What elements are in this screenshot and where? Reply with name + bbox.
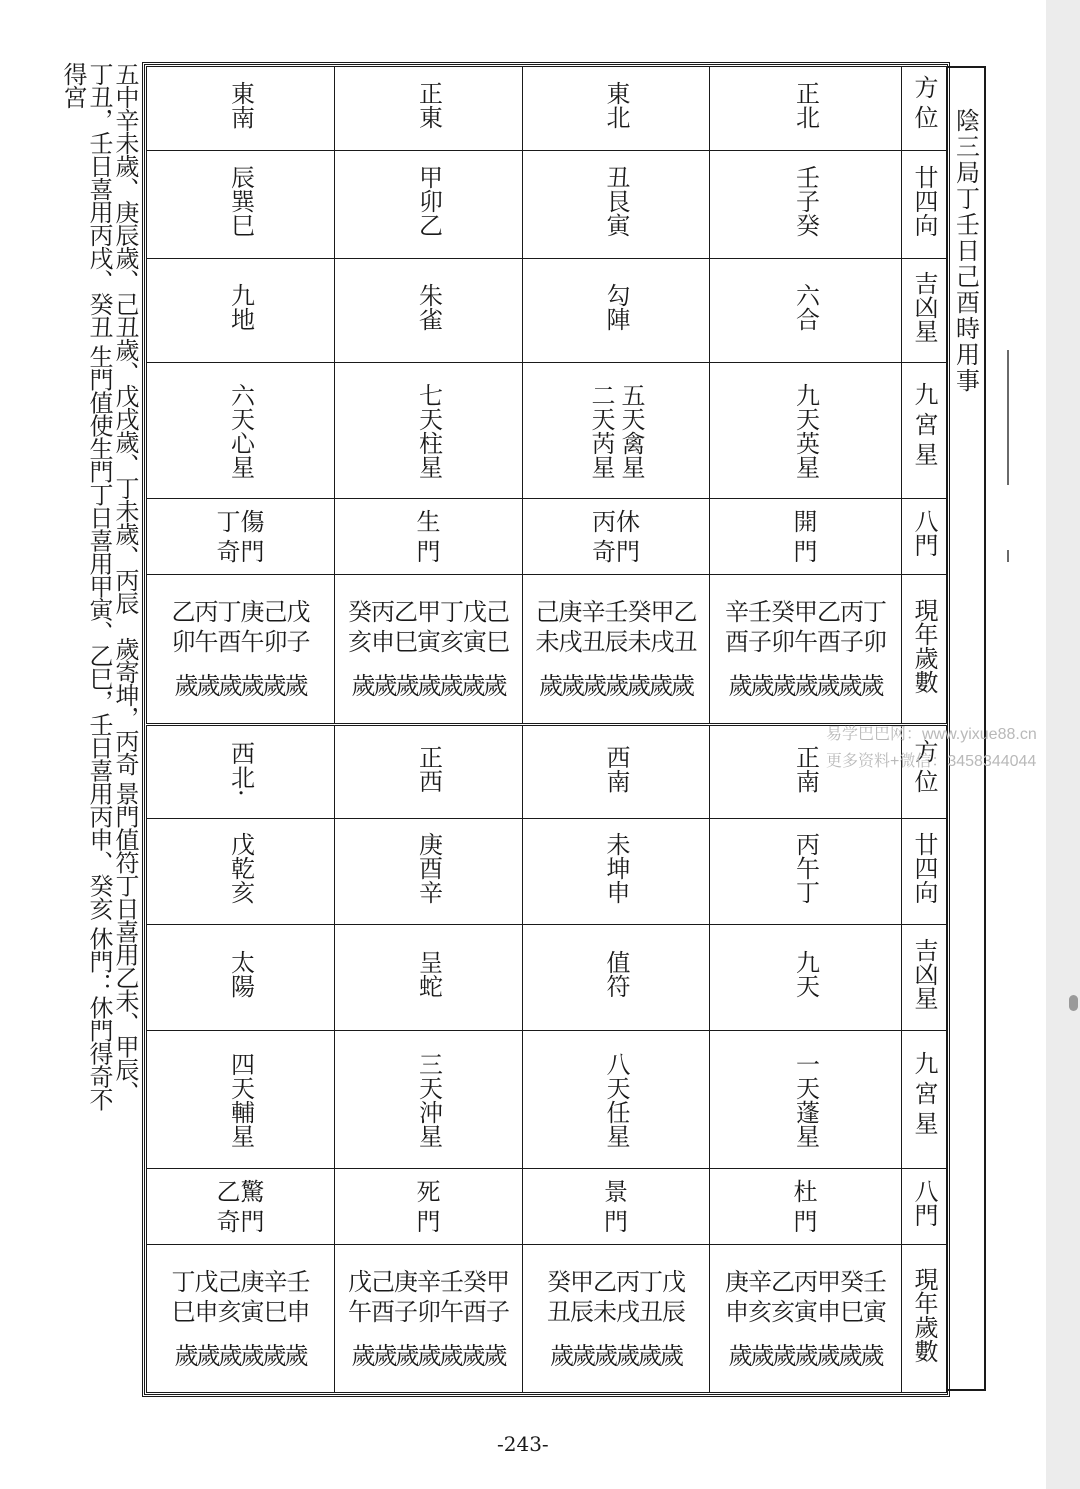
palace-star-label: 六天心星 [226, 382, 255, 479]
side-notes: 五中辛未歲、庚辰歲、己丑歲、戊戌歲、丁未歲、丙辰 歲寄坤，丙奇 景門值符丁日喜用乙未、甲辰、丁丑，壬日喜用丙戌、癸丑 生門值使生門丁日喜用甲寅、乙巳，壬日喜用丙申、癸亥 休門：休門得奇不得宮 [59, 62, 139, 1111]
door-line: 門 [604, 1207, 628, 1236]
mountains-label: 辰巽巳 [226, 165, 255, 237]
lower-palace-cell [147, 1031, 335, 1169]
upper-years-cell [147, 575, 335, 725]
star-label: 朱雀 [414, 283, 443, 331]
upper-direction-cell [335, 67, 523, 151]
year-stems-line: 未戌丑辰未戌丑 [535, 628, 697, 656]
upper-direction-cell [523, 67, 710, 151]
upper-palace-cell [710, 363, 902, 499]
row-header-label: 八門 [910, 509, 938, 557]
door-line: 奇門 [216, 1207, 265, 1236]
direction-label: 西南 [602, 744, 630, 793]
lower-door-cell [523, 1169, 710, 1245]
mountains-label: 壬子癸 [791, 165, 820, 237]
row-header-cell [902, 1169, 947, 1245]
row-header-label: 九宮星 [910, 1051, 938, 1141]
lower-years-cell [335, 1245, 523, 1393]
row-header-cell [902, 1031, 947, 1169]
year-stems-line: 丑辰未戌丑辰 [547, 1297, 685, 1326]
mountains-label: 甲卯乙 [414, 165, 443, 237]
lower-mountains-cell [147, 819, 335, 925]
lower-star-cell [710, 925, 902, 1031]
upper-palace-cell [523, 363, 710, 499]
year-stems-line: 午酉子卯午酉子 [348, 1297, 509, 1326]
star-label: 值符 [602, 950, 630, 998]
lower-palace-cell [710, 1031, 902, 1169]
mountains-label: 丙午丁 [791, 832, 820, 904]
palace-star-label: 四天輔星 [226, 1051, 255, 1148]
mountains-label: 未坤申 [602, 832, 630, 904]
door-line: 景 [604, 1177, 628, 1206]
lower-palace-cell [523, 1031, 710, 1169]
row-header-cell [902, 1245, 947, 1393]
upper-door-cell [710, 499, 902, 575]
direction-label: 正西 [414, 744, 443, 793]
lower-years-row [147, 1245, 947, 1393]
year-stems-line: 己庚辛壬癸甲乙 [535, 598, 697, 626]
upper-star-cell [523, 259, 710, 363]
star-label: 太陽 [226, 950, 255, 998]
palace-star-label: 二天芮星 [587, 382, 615, 479]
year-suffix-line: 歲歲歲歲歲歲歲 [539, 672, 693, 700]
lower-years-cell [147, 1245, 335, 1393]
watermark-line: 易学巴巴网：www.yixue88.cn [826, 726, 1037, 743]
row-header-cell [902, 259, 947, 363]
lower-palace-cell [335, 1031, 523, 1169]
year-stems-line: 癸甲乙丙丁戊 [547, 1267, 685, 1296]
direction-label: 正東 [414, 81, 443, 129]
year-stems-line: 乙丙丁庚己戊 [171, 598, 310, 626]
row-header-label: 現年歲數 [910, 1267, 938, 1363]
door-line: 門 [793, 537, 818, 566]
mountains-label: 丑艮寅 [602, 165, 630, 237]
door-line: 杜 [793, 1177, 818, 1206]
lower-mountains-row [147, 819, 947, 925]
row-header-cell [902, 67, 947, 151]
row-header-cell [902, 151, 947, 259]
upper-direction-cell [147, 67, 335, 151]
year-stems-line: 辛壬癸甲乙丙丁 [725, 598, 886, 626]
upper-direction-cell [710, 67, 902, 151]
year-stems-line: 卯午酉午卯子 [171, 628, 310, 656]
upper-palace-cell [335, 363, 523, 499]
year-stems-line: 庚辛乙丙甲癸壬 [725, 1267, 886, 1296]
row-header-label: 吉凶星 [910, 271, 938, 343]
upper-direction-row [147, 67, 947, 151]
upper-years-cell [710, 575, 902, 725]
row-header-cell [902, 819, 947, 925]
row-header-cell [902, 575, 947, 725]
palace-star-label: 七天柱星 [414, 382, 443, 479]
upper-door-row [147, 499, 947, 575]
upper-mountains-cell [523, 151, 710, 259]
lower-mountains-cell [335, 819, 523, 925]
upper-star-cell [710, 259, 902, 363]
upper-mountains-cell [147, 151, 335, 259]
year-suffix-line: 歲歲歲歲歲歲歲 [351, 1341, 506, 1370]
watermark-line: 更多资料+微信：3458344044 [826, 753, 1037, 770]
star-label: 勾陣 [602, 283, 630, 331]
margin-mark [1007, 550, 1009, 562]
scrollbar[interactable] [1046, 0, 1080, 1489]
margin-mark [1007, 350, 1009, 485]
lower-palace-row [147, 1031, 947, 1169]
upper-door-cell [335, 499, 523, 575]
lower-door-cell [335, 1169, 523, 1245]
direction-label: 東北 [602, 81, 630, 129]
year-suffix-line: 歲歲歲歲歲歲 [174, 672, 307, 700]
lower-star-cell [523, 925, 710, 1031]
upper-palace-cell [147, 363, 335, 499]
direction-label: 西北· [226, 740, 255, 797]
year-stems-line: 亥申巳寅亥寅巳 [348, 628, 509, 656]
upper-door-cell [523, 499, 710, 575]
upper-years-cell [335, 575, 523, 725]
lower-years-cell [710, 1245, 902, 1393]
lower-direction-cell [147, 725, 335, 819]
page-number: -243- [497, 1432, 549, 1456]
lower-direction-cell [335, 725, 523, 819]
mountains-label: 戊乾亥 [226, 832, 255, 904]
row-header-cell [902, 363, 947, 499]
row-header-label: 方位 [910, 738, 938, 799]
row-header-label: 現年歲數 [910, 597, 938, 694]
lower-star-cell [147, 925, 335, 1031]
year-stems-line: 巳申亥寅巳申 [171, 1297, 310, 1326]
upper-palace-row [147, 363, 947, 499]
lower-mountains-cell [523, 819, 710, 925]
lower-star-cell [335, 925, 523, 1031]
lower-years-cell [523, 1245, 710, 1393]
door-line: 生 [416, 507, 441, 536]
door-line: 門 [416, 1207, 441, 1236]
row-header-label: 廿四向 [910, 165, 938, 237]
upper-star-row [147, 259, 947, 363]
year-stems-line: 癸丙乙甲丁戊己 [348, 598, 509, 626]
mountains-label: 庚酉辛 [414, 832, 443, 904]
row-header-label: 方位 [910, 75, 938, 135]
upper-mountains-cell [335, 151, 523, 259]
lower-door-row [147, 1169, 947, 1245]
upper-door-cell [147, 499, 335, 575]
star-label: 九地 [226, 283, 255, 331]
direction-label: 正北 [791, 81, 820, 129]
door-line: 奇門 [216, 537, 265, 566]
door-line: 門 [793, 1207, 818, 1236]
upper-star-cell [147, 259, 335, 363]
lower-star-row [147, 925, 947, 1031]
row-header-cell [902, 925, 947, 1031]
upper-years-row [147, 575, 947, 725]
upper-mountains-row [147, 151, 947, 259]
year-stems-line: 申亥亥寅申巳寅 [725, 1297, 886, 1326]
year-suffix-line: 歲歲歲歲歲歲歲 [351, 672, 506, 700]
row-header-cell [902, 499, 947, 575]
year-stems-line: 酉子卯午酉子卯 [725, 628, 886, 656]
palace-star-label: 五天禽星 [617, 382, 645, 479]
year-stems-line: 戊己庚辛壬癸甲 [348, 1267, 509, 1296]
direction-label: 正南 [791, 744, 820, 793]
scroll-thumb[interactable] [1069, 995, 1078, 1011]
door-line: 開 [793, 507, 818, 536]
palace-star-label: 九天英星 [791, 382, 820, 479]
door-line: 門 [416, 537, 441, 566]
star-label: 呈蛇 [414, 950, 443, 998]
year-suffix-line: 歲歲歲歲歲歲 [174, 1341, 307, 1370]
year-suffix-line: 歲歲歲歲歲歲歲 [728, 1341, 883, 1370]
lower-door-cell [147, 1169, 335, 1245]
row-header-label: 廿四向 [910, 832, 938, 904]
door-line: 死 [416, 1177, 441, 1206]
lower-door-cell [710, 1169, 902, 1245]
row-header-label: 吉凶星 [910, 938, 938, 1010]
year-stems-line: 丁戊己庚辛壬 [171, 1267, 310, 1296]
door-line: 奇門 [592, 537, 640, 566]
star-label: 九天 [791, 950, 820, 998]
lower-direction-cell [523, 725, 710, 819]
page-title: 陰三局丁壬日己酉時用事 [951, 108, 980, 394]
direction-label: 東南 [226, 81, 255, 129]
star-label: 六合 [791, 283, 820, 331]
palace-star-label: 三天沖星 [414, 1051, 443, 1148]
year-suffix-line: 歲歲歲歲歲歲 [550, 1341, 682, 1370]
door-line: 丙休 [592, 507, 640, 536]
door-line: 丁傷 [216, 507, 265, 536]
upper-mountains-cell [710, 151, 902, 259]
door-line: 乙驚 [216, 1177, 265, 1206]
row-header-label: 九宮星 [910, 382, 938, 472]
palace-star-label: 八天任星 [602, 1051, 630, 1148]
year-suffix-line: 歲歲歲歲歲歲歲 [728, 672, 883, 700]
row-header-label: 八門 [910, 1179, 938, 1227]
upper-star-cell [335, 259, 523, 363]
upper-years-cell [523, 575, 710, 725]
palace-star-label: 一天蓬星 [791, 1051, 820, 1148]
lower-mountains-cell [710, 819, 902, 925]
